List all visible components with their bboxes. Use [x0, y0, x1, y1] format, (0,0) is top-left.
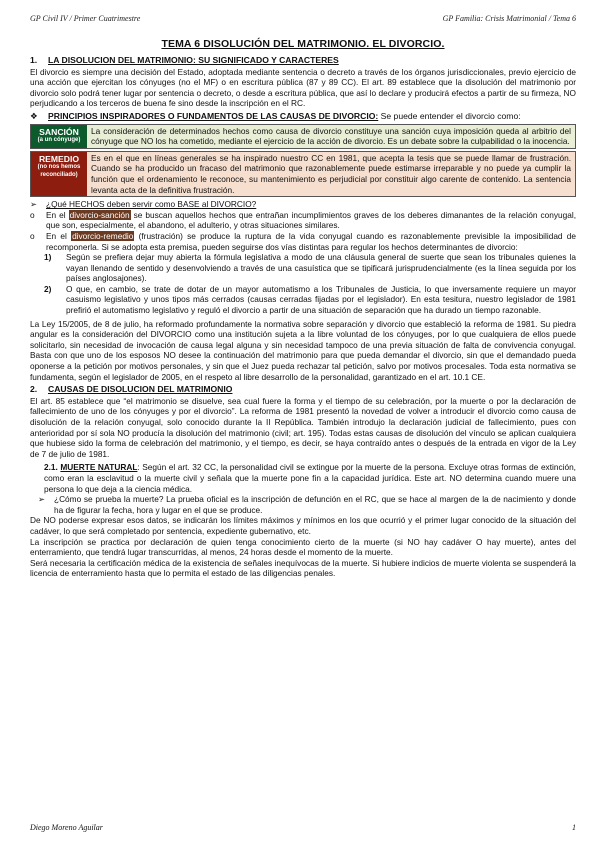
principles-lead: Se puede entender el divorcio como: — [378, 110, 521, 121]
circle-bullet-icon: o — [30, 230, 35, 241]
numbered-item-marker: 1) — [44, 252, 52, 263]
section-2-paragraph: El art. 85 establece que “el matrimonio se disuelve, sea cual fuere la forma y el tiempo de su celebración, por la muerte o por la declaración de fallecimiento de uno de los cónyuges y por el divorcio”. La reforma de 1981 presentó la novedad de volver a introducir el divorcio como causa de disolución de la relación conyugal, solo conocido durante la II República. También introdujo la declaración judicial de fallecimiento, pues con anterioridad por sí sola NO producía la disolución del matrimonio (civil; art. 195). Todas estas causas de disolución del vínculo se aplican cualquiera que hubiese sido la forma de celebración del matrimonio, y el tiempo, es decir, se haya contraído antes o después de la entrada en vigor de la Ley de 7 de julio de 1981. — [30, 395, 576, 459]
section-1-title: LA DISOLUCION DEL MATRIMONIO: SU SIGNIFICADO Y CARACTERES — [48, 55, 339, 65]
numbered-item-marker: 2) — [44, 283, 52, 294]
highlight-divorcio-remedio: divorcio-remedio — [72, 230, 134, 241]
page-footer — [30, 823, 576, 834]
circle-bullet-icon: o — [30, 209, 35, 220]
closing-paragraph-2: La inscripción se practica por declaración de quien tenga conocimiento cierto de la muerte (si NO hay cadáver O hay muerte), antes del enterramiento, que tendrá lugar transcurridas, al menos, 24 horas desde el momento de la muerte. — [30, 536, 576, 558]
list-item-prefix: En el — [46, 230, 72, 241]
remedio-sublabel: (no nos hemos reconciliado) — [37, 164, 81, 178]
running-header-left: GP Civil IV / Primer Cuatrimestre — [30, 14, 141, 23]
subsection-2-1-title: MUERTE NATURAL — [60, 462, 138, 473]
remedio-text: Es en el que en líneas generales se ha inspirado nuestro CC en 1981, que acepta la tesis que se puede llamar de frustración. Cuando se ha producido un fracaso del matrimonio que razonablemente puede estimarse irreparable y no puede ya cumplir la función que el ordenamiento le reconoce, su mantenimiento es perjudicial por constituir algo carente de contenido. La sentencia levanta acta de la definitiva frustración. — [87, 152, 575, 196]
numbered-item-text: Según se prefiera dejar muy abierta la fórmula legislativa a modo de una cláusula general de suerte que sean los tribunales quienes la vayan llenando de sentido y desenvolviendo a través de una casuística que se tipificará jurisprudencialmente (es la línea seguida por los países anglosajones). — [66, 252, 576, 284]
remedio-label: REMEDIO — [38, 153, 80, 164]
list-item-divorcio-sancion — [30, 210, 576, 231]
sancion-label-cell — [31, 125, 87, 148]
numbered-item-2 — [30, 284, 576, 316]
subsection-2-1-number: 2.1. — [44, 462, 58, 473]
sancion-box — [30, 124, 576, 149]
footer-author: Diego Moreno Aguilar — [30, 823, 103, 832]
document-body — [30, 54, 576, 579]
numbered-item-text: O que, en cambio, se trate de dotar de un mayor automatismo a los Tribunales de Justicia, lo que inversamente requiere un mayor casuismo legislativo y unos tipos más cerrados (causas cerradas fijadas por el legislador). En esta tesitura, nuestro legislador de 1981 prefirió el automatismo legislativo y reguló el divorcio a partir de una situación de separación que ha durado un tiempo razonable. — [66, 283, 576, 316]
remedio-label-cell — [31, 152, 87, 196]
ley-2005-paragraph: La Ley 15/2005, de 8 de julio, ha reformado profundamente la normativa sobre separación y divorcio que estableció la reforma de 1981. Su piedra angular es la consideración del DIVORCIO como una institución sujeta a la libre voluntad de los cónyuges, por lo que cualquiera de ellos puede solicitarlo, sin necesidad de invocación de causa legal alguna y sin necesidad tampoco de una previa situación de falta de convivencia conyugal. Basta con que uno de los esposos NO desee la continuación del matrimonio para que pueda demandar el divorcio, sin que el demandado pueda oponerse a la petición por motivos personales, y sin que el Juez pueda rechazar tal petición, salvo por motivos procesales. Toda esta normativa se fundamenta, según el legislador de 2005, en el respeto al libre desarrollo de la personalidad, garantizado en el art. 10.1 CE. — [30, 318, 576, 382]
list-item-prefix: En el — [46, 209, 69, 220]
diamond-bullet-icon: ❖ — [30, 110, 38, 121]
list-item-text: (frustración) se produce la ruptura de la vida conyugal cuando es razonablemente previsible la imposibilidad de recomponerla. Si se adopta esta premisa, pueden seguirse dos vías distintas para regular los hechos determinantes de divorcio: — [46, 230, 577, 252]
section-2-heading — [30, 384, 576, 395]
numbered-item-1 — [30, 252, 576, 284]
sancion-label: SANCIÓN — [39, 126, 79, 137]
arrow-bullet-icon: ➢ — [38, 494, 45, 505]
highlight-divorcio-sancion: divorcio-sanción — [69, 209, 130, 220]
document-page — [30, 0, 576, 848]
section-2-number: 2. — [30, 384, 38, 395]
remedio-box — [30, 151, 576, 197]
principles-title: PRINCIPIOS INSPIRADORES O FUNDAMENTOS DE LAS CAUSAS DE DIVORCIO: — [48, 110, 379, 121]
sancion-sublabel: (a un cónyuge) — [37, 137, 81, 144]
closing-paragraph-3: Será necesaria la certificación médica de la existencia de señales inequívocas de la muerte. Si hubiere indicios de muerte violenta se suspenderá la licencia de enterramiento hasta que lo permita el estado de las diligencias penales. — [30, 557, 576, 579]
section-1-heading — [30, 55, 576, 66]
page-title: TEMA 6 DISOLUCIÓN DEL MATRIMONIO. EL DIVORCIO. — [161, 38, 445, 50]
section-2-title: CAUSAS DE DISOLUCION DEL MATRIMONIO — [48, 384, 233, 395]
question-1-text: ¿Qué HECHOS deben servir como BASE al DIVORCIO? — [46, 199, 257, 210]
closing-paragraph-1: De NO poderse expresar esos datos, se indicarán los límites máximos y mínimos en los que ocurrió y el primer lugar conocido de la situación del cadáver, lo que será completado por sentencia, expediente gubernativo, etc. — [30, 515, 576, 536]
running-header-right: GP Familia: Crisis Matrimonial / Tema 6 — [442, 14, 576, 23]
section-1-number: 1. — [30, 55, 38, 65]
list-item-text: se buscan aquellos hechos que entrañan incumplimientos graves de los deberes dimanantes de la relación conyugal, que son, especialmente, el abandono, el adulterio, y otras situaciones similares. — [46, 209, 576, 231]
list-item-divorcio-remedio — [30, 231, 576, 252]
sancion-text: La consideración de determinados hechos como causa de divorcio constituye una sanción cuya imposición queda al arbitrio del cónyuge que NO los ha cometido, mediante el ejercicio de la acción de divorcio. Es un debate sobre la culpabilidad o la inocencia. — [87, 125, 575, 148]
page-number: 1 — [572, 823, 576, 832]
question-bullet-2 — [30, 494, 576, 515]
arrow-bullet-icon: ➢ — [30, 199, 37, 210]
subsection-2-1-text: : Según el art. 32 CC, la personalidad civil se extingue por la muerte de la persona. Excluye otras formas de extinción, como eran la esclavitud o la muerte civil y señala que la muerte pone fin a la capacidad jurídica. Este art. NO determina cuando muere una persona lo que deja a la ciencia médica. — [44, 462, 576, 494]
question-bullet-1 — [30, 199, 576, 210]
principles-heading — [30, 111, 576, 122]
question-2-text: ¿Cómo se prueba la muerte? La prueba oficial es la inscripción de defunción en el RC, que se hace al margen de la de nacimiento y donde ha de figurar la fecha, hora y lugar en el que se produce. — [54, 494, 576, 515]
subsection-2-1 — [30, 462, 576, 494]
section-1-paragraph: El divorcio es siempre una decisión del Estado, adoptada mediante sentencia o decreto a través de los órganos jurisdiccionales, previo ejercicio de una acción que ejercitan los cónyuges (no el MF) o en escritura pública (87 y 89 CC). El art. 89 establece que la disolución del matrimonio por divorcio solo podrá tener lugar por sentencia o decreto, o desde a escritura pública, que así lo declare y producirá efectos a partir de su firmeza, NO perjudicando a los terceros de buena fe sino desde la inscripción en el RC. — [30, 66, 576, 109]
